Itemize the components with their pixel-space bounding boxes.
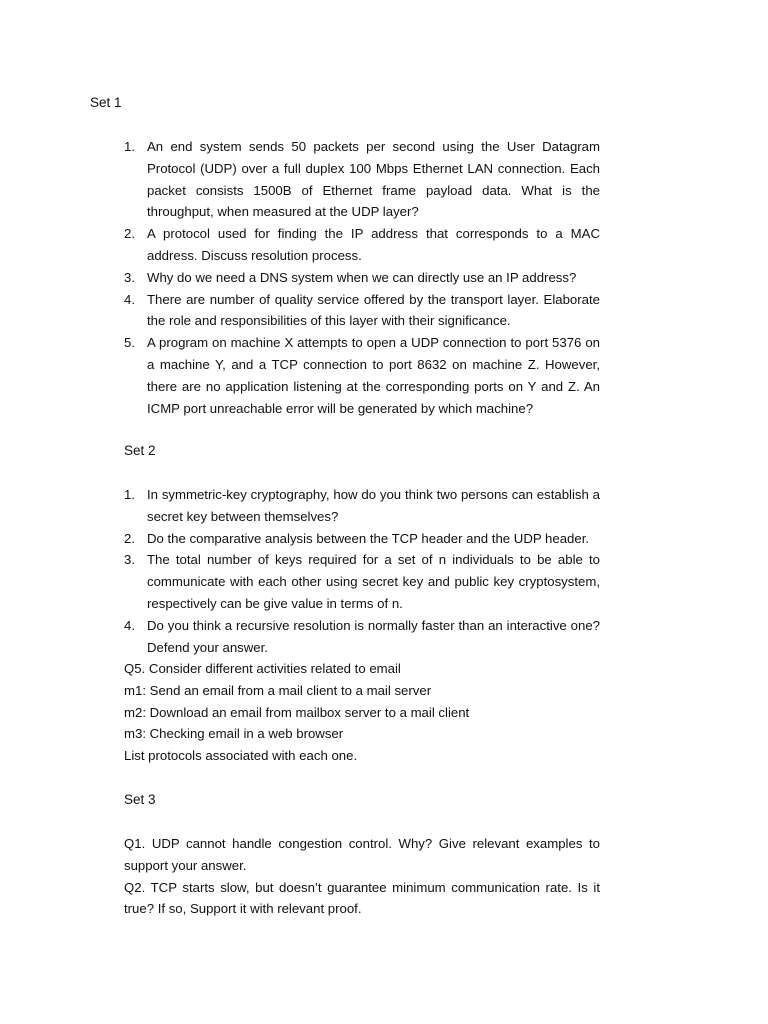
set-2-heading: Set 2	[124, 443, 156, 458]
set-1-question-4	[124, 289, 600, 333]
question-5-text: Q5. Consider different activities related to email	[124, 661, 401, 676]
set-1-question-5	[124, 332, 600, 419]
set-3-question-2: Q2. TCP starts slow, but doesn’t guarantee minimum communication rate. Is it true? If so, Support it with relevant proof.	[124, 879, 600, 917]
question-number: 2.	[124, 530, 135, 546]
question-number: 2.	[124, 226, 135, 242]
question-text: The total number of keys required for a set of n individuals to be able to communicate with each other using secret key and public key cryptosystem, respectively can be give value in terms of n.	[147, 552, 600, 611]
question-text: A program on machine X attempts to open a UDP connection to port 5376 on a machine Y, and a TCP connection to port 8632 on machine Z. However, there are no application listening at the corresponding ports on Y and Z. An ICMP port unreachable error will be generated by which machine?	[147, 335, 600, 416]
question-number: 5.	[124, 335, 135, 351]
set-1-heading: Set 1	[90, 95, 122, 110]
set-1-question-1	[124, 136, 600, 223]
set-3-question-list	[124, 833, 600, 920]
set-1-question-2	[124, 223, 600, 267]
question-number: 4.	[124, 291, 135, 307]
question-text: An end system sends 50 packets per second using the User Datagram Protocol (UDP) over a full duplex 100 Mbps Ethernet LAN connection. Each packet consists 1500B of Ethernet frame payload data. What is the throughput, when measured at the UDP layer?	[147, 139, 600, 220]
question-number: 1.	[124, 487, 135, 502]
set-1-question-list	[124, 136, 600, 419]
instruction-text: List protocols associated with each one.	[124, 748, 358, 764]
question-number: 3.	[124, 269, 135, 285]
set-2-question-1	[124, 484, 600, 528]
set-2-question-list	[124, 484, 600, 658]
set-2-question-2	[124, 528, 600, 550]
set-1-question-3	[124, 267, 600, 289]
set-3-heading: Set 3	[124, 792, 156, 807]
set-2-email-question	[124, 658, 600, 767]
activity-m1-text: m1: Send an email from a mail client to a mail server	[124, 682, 432, 698]
activity-m2-text: m2: Download an email from mailbox server to a mail client	[124, 704, 470, 720]
question-text: In symmetric-key cryptography, how do you think two persons can establish a secret key between themselves?	[147, 487, 600, 524]
question-number: 4.	[124, 617, 135, 633]
set-3-question-1: Q1. UDP cannot handle congestion control. Why? Give relevant examples to support your answer.	[124, 836, 600, 873]
question-number: 3.	[124, 552, 135, 568]
question-text: Do you think a recursive resolution is normally faster than an interactive one? Defend your answer.	[147, 617, 600, 655]
question-number: 1.	[124, 139, 135, 154]
set-2-question-4	[124, 615, 600, 659]
activity-m3-text: m3: Checking email in a web browser	[124, 726, 344, 742]
question-text: Do the comparative analysis between the TCP header and the UDP header.	[147, 530, 590, 546]
set-2-question-3	[124, 549, 600, 614]
question-text: There are number of quality service offered by the transport layer. Elaborate the role and responsibilities of this layer with their significance.	[147, 291, 600, 329]
question-text: A protocol used for finding the IP address that corresponds to a MAC address. Discuss resolution process.	[147, 226, 600, 263]
question-text: Why do we need a DNS system when we can directly use an IP address?	[147, 269, 577, 285]
